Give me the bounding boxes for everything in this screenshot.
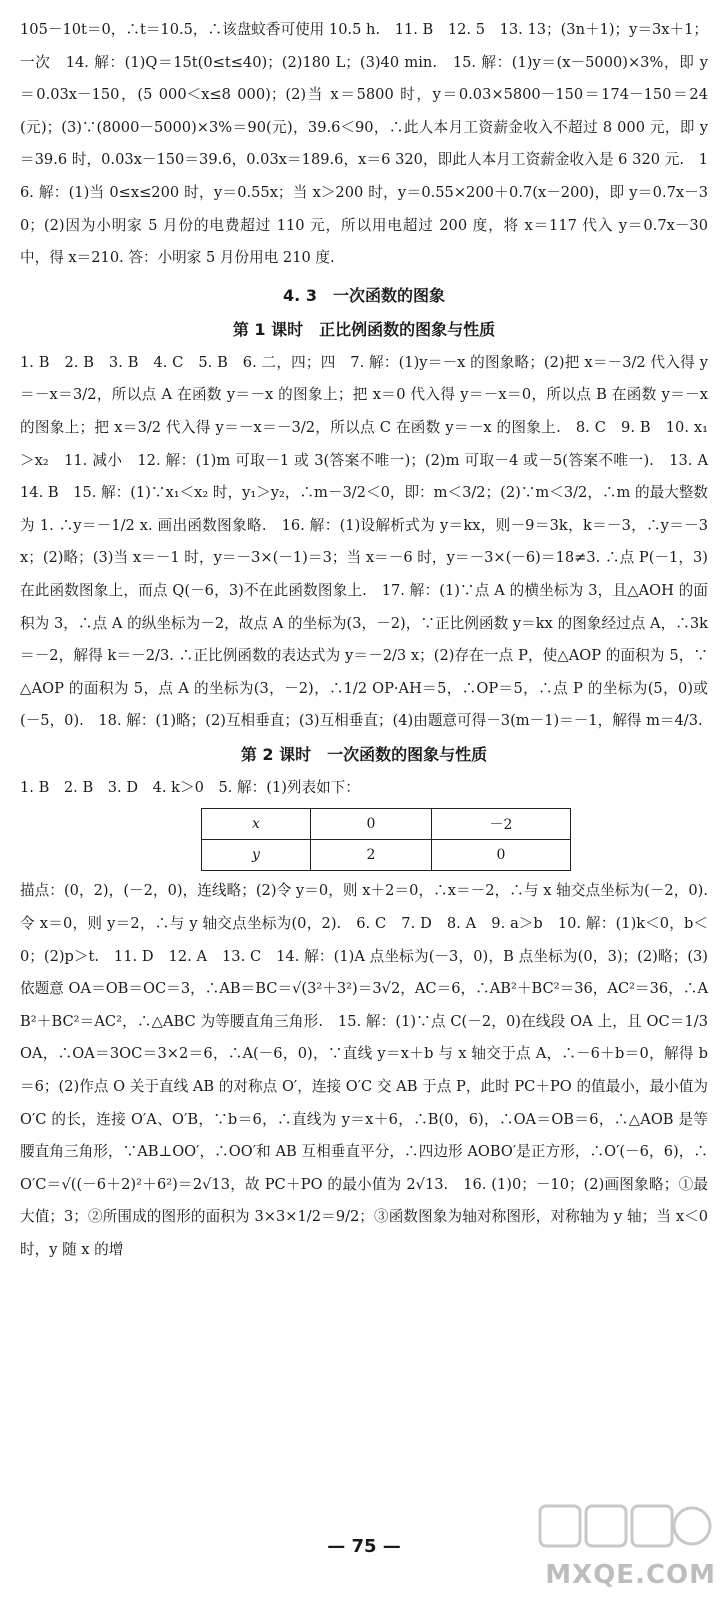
lesson-1-title: 第 1 课时 正比例函数的图象与性质 (232, 319, 496, 339)
answer-block-2: 1. B 2. B 3. B 4. C 5. B 6. 二，四；四 7. 解：(1)y＝－x 的图象略；(2)把 x＝－3/2 代入得 y＝－x＝3/2，所以点 A 在函数 y＝－x 的图象上；把 x＝0 代入得 y＝－x＝0，所以点 B 在函数 y＝－x 的图象上；把 x＝3/2 代入得 y＝－x＝－3/2，所以点 C 在函数 y＝－x 的图象上. 8. C 9. B 10. x₁＞x₂ 11. 减小 12. 解：(1)m 可取－1 或 3(答案不唯一)；(2)m 可取－4 或－5(答案不唯一). 13. A 14. B 15. 解：(1)∵x₁＜x₂ 时，y₁＞y₂，∴m－3/2＜0，即：m＜3/2；(2)∵m＜3/2，∴m 的最大整数为 1. ∴y＝－1/2 x. 画出函数图象略. 16. 解：(1)设解析式为 y＝kx，则－9＝3k，k＝－3，∴y＝－3x；(2)略；(3)当 x＝－1 时，y＝－3×(－1)＝3；当 x＝－6 时，y＝－3×(－6)＝18≠3. ∴点 P(－1，3)在此函数图象上，而点 Q(－6，3)不在此函数图象上. 17. 解：(1)∵点 A 的横坐标为 3，且△AOH 的面积为 3，∴点 A 的纵坐标为－2，故点 A 的坐标为(3，－2)，∵正比例函数 y＝kx 的图象经过点 A，∴3k＝－2，解得 k＝－2/3. ∴正比例函数的表达式为 y＝－2/3 x；(2)存在一点 P，使△AOP 的面积为 5，∵△AOP 的面积为 5，点 A 的坐标为(3，－2)，∴1/2 OP·AH＝5，∴OP＝5，∴点 P 的坐标为(5，0)或(－5，0). 18. 解：(1)略；(2)互相垂直；(3)互相垂直；(4)由题意可得－3(m－1)＝－1，解得 m＝4/3. (20, 353, 723, 730)
lesson-2-title: 第 2 课时 一次函数的图象与性质 (240, 744, 488, 764)
answer-block-4: 描点：(0，2)，(－2，0)，连线略；(2)令 y＝0，则 x＋2＝0，∴x＝－2，∴与 x 轴交点坐标为(－2，0). 令 x＝0，则 y＝2，∴与 y 轴交点坐标为(0，2). 6. C 7. D 8. A 9. a＞b 10. 解：(1)k＜0，b＜0；(2)p＞t. 11. D 12. A 13. C 14. 解：(1)A 点坐标为(－3，0)，B 点坐标为(0，3)；(2)略；(3)依题意 OA＝OB＝OC＝3，∴AB＝BC＝√(3²＋3²)＝3√2，AC＝6，∴AB²＋BC²＝36，AC²＝36，∴AB²＋BC²＝AC²，∴△ABC 为等腰直角三角形. 15. 解：(1)∵点 C(－2，0)在线段 OA 上，且 OC＝1/3 OA，∴OA＝3OC＝3×2＝6，∴A(－6，0)，∵直线 y＝x＋b 与 x 轴交于点 A，∴－6＋b＝0，解得 b＝6；(2)作点 O 关于直线 AB 的对称点 O′，连接 O′C 交 AB 于点 P，此时 PC＋PO 的值最小，最小值为 O′C 的长，连接 O′A、O′B，∵b＝6，∴直线为 y＝x＋6，∴B(0，6)，∴OA＝OB＝6，∴△AOB 是等腰直角三角形，∵AB⊥OO′，∴OO′和 AB 互相垂直平分，∴四边形 AOBO′是正方形，∴O′(－6，6)，∴O′C＝√((－6＋2)²＋6²)＝2√13，故 PC＋PO 的最小值为 2√13. 16. (1)0；－10；(2)画图象略；①最大值；3；②所围成的图形的面积为 3×3×1/2＝9/2；③函数图象为轴对称图形，对称轴为 y 轴；当 x＜0 时，y 随 x 的增 (20, 882, 708, 1258)
table-cell: 0 (311, 809, 432, 840)
table-row (202, 840, 571, 871)
page-number: — 75 — (327, 1536, 401, 1557)
answer-block-3: 1. B 2. B 3. D 4. k＞0 5. 解：(1)列表如下： (20, 778, 360, 796)
watermark-text: MXQE.COM (545, 1560, 716, 1590)
value-table (201, 808, 571, 871)
section-title: 4. 3 一次函数的图象 (283, 285, 445, 305)
table-cell: x (202, 809, 311, 840)
table-cell: y (202, 840, 311, 871)
table-cell: 2 (311, 840, 432, 871)
table-cell: 0 (432, 840, 571, 871)
answer-page (20, 14, 723, 1267)
table-cell: －2 (432, 809, 571, 840)
table-row (202, 809, 571, 840)
answer-block-1: 105－10t＝0，∴t＝10.5，∴该盘蚊香可使用 10.5 h. 11. B 12. 5 13. 13；(3n＋1)；y＝3x＋1；一次 14. 解：(1)Q＝15t(0≤t≤40)；(2)180 L；(3)40 min. 15. 解：(1)y＝(x－5000)×3%，即 y＝0.03x－150，(5 000＜x≤8 000)；(2)当 x＝5800 时，y＝0.03×5800－150＝174－150＝24(元)；(3)∵(8000－5000)×3%＝90(元)，39.6＜90，∴此人本月工资薪金收入不超过 8 000 元，即 y＝39.6 时，0.03x－150＝39.6，0.03x＝189.6，x＝6 320，即此人本月工资薪金收入是 6 320 元. 16. 解：(1)当 0≤x≤200 时，y＝0.55x；当 x＞200 时，y＝0.55×200＋0.7(x－200)，即 y＝0.7x－30；(2)因为小明家 5 月份的电费超过 110 元，所以用电超过 200 度，将 x＝117 代入 y＝0.7x－30 中，得 x＝210. 答：小明家 5 月份用电 210 度. (20, 21, 708, 267)
